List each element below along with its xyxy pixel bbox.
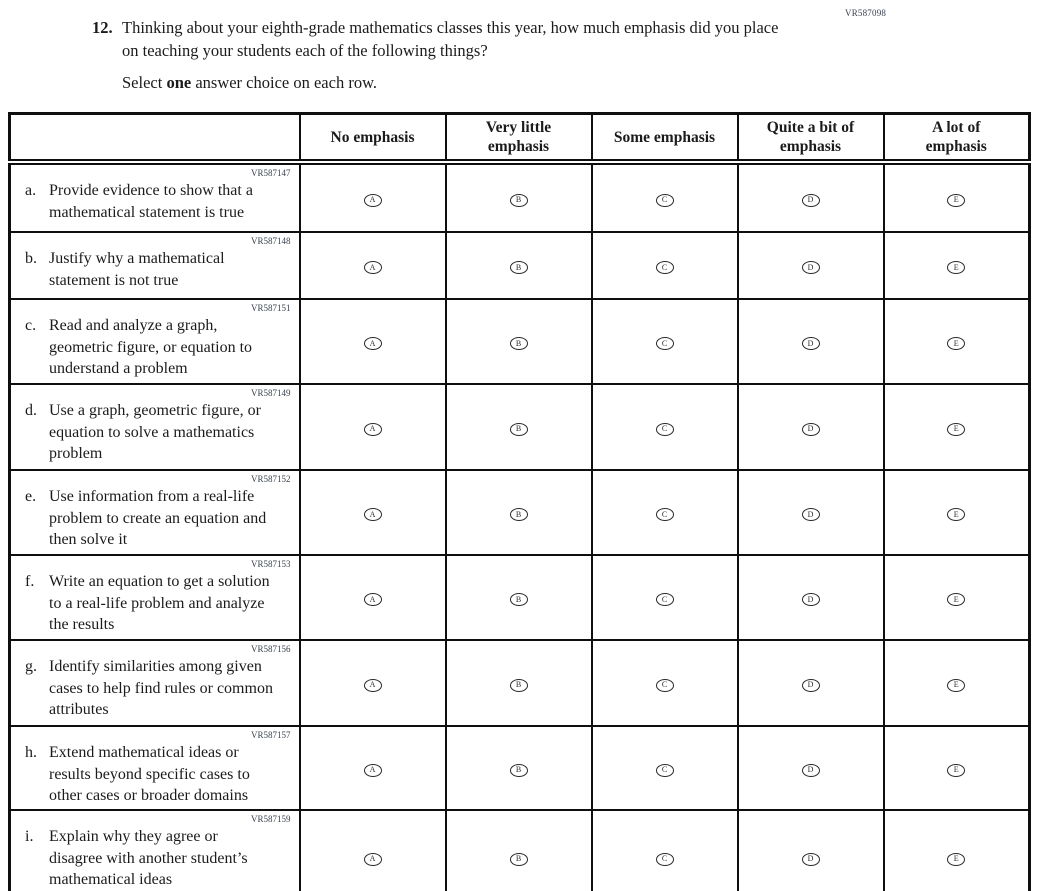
row-c-cell-quite-a-bit: [738, 299, 884, 384]
item-text: Provide evidence to show that a mathematical statement is true: [49, 182, 253, 221]
item-letter: c.: [25, 317, 37, 334]
vr-code: VR587152: [250, 474, 291, 484]
row-a-cell-quite-a-bit: [738, 162, 884, 232]
header-line: No emphasis: [330, 128, 415, 146]
row-b-item: [10, 232, 300, 299]
option-bubble-e[interactable]: E: [947, 679, 965, 692]
table-row-b: [10, 232, 1030, 299]
row-a-cell-no-emphasis: [300, 162, 446, 232]
vr-code: VR587149: [250, 388, 291, 398]
header-row: [10, 114, 1030, 163]
row-e-cell-very-little: [446, 470, 592, 555]
row-b-cell-quite-a-bit: [738, 232, 884, 299]
item-letter: a.: [25, 182, 37, 199]
column-header-no-emphasis: [300, 114, 446, 163]
row-f-cell-quite-a-bit: [738, 555, 884, 640]
column-header-quite-a-bit-of-emphasis: [738, 114, 884, 163]
instruction-bold: one: [166, 73, 192, 92]
table-row-e: [10, 470, 1030, 555]
option-bubble-a[interactable]: A: [364, 508, 382, 521]
option-bubble-a[interactable]: A: [364, 194, 382, 207]
item-letter: f.: [25, 573, 35, 590]
item-letter: d.: [25, 402, 37, 419]
option-bubble-d[interactable]: D: [802, 508, 820, 521]
option-bubble-b[interactable]: B: [510, 679, 528, 692]
option-bubble-c[interactable]: C: [656, 423, 674, 436]
header-line: emphasis: [779, 138, 842, 155]
row-e-cell-no-emphasis: [300, 470, 446, 555]
header-line: Quite a bit of: [766, 119, 855, 136]
row-c-cell-no-emphasis: [300, 299, 446, 384]
row-c-cell-some: [592, 299, 738, 384]
table-row-a: [10, 162, 1030, 232]
option-bubble-b[interactable]: B: [510, 194, 528, 207]
vr-code: VR587157: [250, 730, 291, 740]
vr-code: VR587159: [250, 814, 291, 824]
table-row-f: [10, 555, 1030, 640]
row-h-cell-a-lot: [884, 726, 1030, 810]
option-bubble-b[interactable]: B: [510, 508, 528, 521]
item-letter: e.: [25, 488, 37, 505]
row-h-item: [10, 726, 300, 810]
item-letter: g.: [25, 658, 37, 675]
option-bubble-a[interactable]: A: [364, 261, 382, 274]
option-bubble-d[interactable]: D: [802, 194, 820, 207]
row-f-cell-very-little: [446, 555, 592, 640]
item-text: Use a graph, geometric figure, or equation to solve a mathematics problem: [49, 402, 261, 462]
option-bubble-d[interactable]: D: [802, 423, 820, 436]
option-bubble-a[interactable]: A: [364, 853, 382, 866]
option-bubble-c[interactable]: C: [656, 764, 674, 777]
option-bubble-e[interactable]: E: [947, 423, 965, 436]
column-header-very-little-emphasis: [446, 114, 592, 163]
vr-code: VR587156: [250, 644, 291, 654]
column-header-a-lot-of-emphasis: [884, 114, 1030, 163]
table-row-c: [10, 299, 1030, 384]
option-bubble-a[interactable]: A: [364, 423, 382, 436]
row-i-item: [10, 810, 300, 891]
item-text: Identify similarities among given cases to help find rules or common attributes: [49, 658, 273, 718]
option-bubble-b[interactable]: B: [510, 337, 528, 350]
option-bubble-d[interactable]: D: [802, 679, 820, 692]
row-i-cell-some: [592, 810, 738, 891]
option-bubble-c[interactable]: C: [656, 853, 674, 866]
option-bubble-a[interactable]: A: [364, 593, 382, 606]
row-g-cell-quite-a-bit: [738, 640, 884, 726]
item-letter: i.: [25, 828, 34, 845]
header-line: Some emphasis: [613, 128, 716, 146]
item-text: Write an equation to get a solution to a real-life problem and analyze the results: [49, 573, 270, 633]
instruction-post: answer choice on each row.: [191, 73, 378, 92]
option-bubble-b[interactable]: B: [510, 261, 528, 274]
row-a-cell-some: [592, 162, 738, 232]
row-e-cell-quite-a-bit: [738, 470, 884, 555]
vr-code: VR587151: [250, 303, 291, 313]
row-a-cell-a-lot: [884, 162, 1030, 232]
column-header-some-emphasis: [592, 114, 738, 163]
option-bubble-c[interactable]: C: [656, 337, 674, 350]
option-bubble-e[interactable]: E: [947, 261, 965, 274]
option-bubble-d[interactable]: D: [802, 764, 820, 777]
row-d-item: [10, 384, 300, 470]
row-f-cell-no-emphasis: [300, 555, 446, 640]
row-a-item: [10, 162, 300, 232]
table-row-g: [10, 640, 1030, 726]
row-a-cell-very-little: [446, 162, 592, 232]
row-i-cell-no-emphasis: [300, 810, 446, 891]
row-g-cell-very-little: [446, 640, 592, 726]
option-bubble-b[interactable]: B: [510, 593, 528, 606]
row-b-cell-no-emphasis: [300, 232, 446, 299]
option-bubble-d[interactable]: D: [802, 853, 820, 866]
row-d-cell-a-lot: [884, 384, 1030, 470]
row-g-cell-a-lot: [884, 640, 1030, 726]
row-d-cell-quite-a-bit: [738, 384, 884, 470]
header-line: A lot of: [932, 119, 981, 136]
row-c-item: [10, 299, 300, 384]
option-bubble-c[interactable]: C: [656, 261, 674, 274]
vr-code: VR587148: [250, 236, 291, 246]
row-d-cell-some: [592, 384, 738, 470]
row-h-cell-quite-a-bit: [738, 726, 884, 810]
item-text: Justify why a mathematical statement is not true: [49, 250, 225, 289]
row-g-cell-no-emphasis: [300, 640, 446, 726]
option-bubble-e[interactable]: E: [947, 853, 965, 866]
row-i-cell-very-little: [446, 810, 592, 891]
vr-code: VR587147: [250, 168, 291, 178]
answer-table: [8, 112, 1031, 891]
item-text: Read and analyze a graph, geometric figure, or equation to understand a problem: [49, 317, 253, 377]
page-accession-code: VR587098: [845, 8, 887, 18]
item-text: Use information from a real-life problem to create an equation and then solve it: [49, 488, 267, 548]
row-d-cell-very-little: [446, 384, 592, 470]
option-bubble-a[interactable]: A: [364, 764, 382, 777]
answer-grid-wrapper: [8, 112, 1031, 891]
item-letter: b.: [25, 250, 37, 267]
option-bubble-c[interactable]: C: [656, 194, 674, 207]
option-bubble-b[interactable]: B: [510, 764, 528, 777]
instruction-pre: Select: [122, 73, 167, 92]
row-e-item: [10, 470, 300, 555]
instruction-text: [122, 72, 812, 94]
option-bubble-e[interactable]: E: [947, 194, 965, 207]
row-i-cell-a-lot: [884, 810, 1030, 891]
option-bubble-d[interactable]: D: [802, 337, 820, 350]
question-text: Thinking about your eighth-grade mathematics classes this year, how much emphasis did you place on teaching your students each of the following things?: [122, 18, 779, 60]
table-row-h: [10, 726, 1030, 810]
header-line: Very little: [485, 119, 552, 136]
row-e-cell-some: [592, 470, 738, 555]
option-bubble-d[interactable]: D: [802, 261, 820, 274]
row-e-cell-a-lot: [884, 470, 1030, 555]
item-text: Explain why they agree or disagree with another student’s mathematical ideas: [49, 828, 248, 888]
row-b-cell-some: [592, 232, 738, 299]
row-h-cell-some: [592, 726, 738, 810]
item-letter: h.: [25, 744, 37, 761]
row-g-cell-some: [592, 640, 738, 726]
option-bubble-e[interactable]: E: [947, 508, 965, 521]
question-block: [92, 16, 812, 94]
table-row-i: [10, 810, 1030, 891]
row-c-cell-very-little: [446, 299, 592, 384]
row-f-item: [10, 555, 300, 640]
header-line: emphasis: [487, 138, 550, 155]
option-bubble-c[interactable]: C: [656, 593, 674, 606]
row-g-item: [10, 640, 300, 726]
row-h-cell-no-emphasis: [300, 726, 446, 810]
row-f-cell-a-lot: [884, 555, 1030, 640]
row-f-cell-some: [592, 555, 738, 640]
row-c-cell-a-lot: [884, 299, 1030, 384]
vr-code: VR587153: [250, 559, 291, 569]
option-bubble-e[interactable]: E: [947, 337, 965, 350]
option-bubble-e[interactable]: E: [947, 764, 965, 777]
item-text: Extend mathematical ideas or results beyond specific cases to other cases or broader domains: [49, 744, 250, 804]
option-bubble-b[interactable]: B: [510, 423, 528, 436]
option-bubble-c[interactable]: C: [656, 679, 674, 692]
row-i-cell-quite-a-bit: [738, 810, 884, 891]
column-header-blank: [10, 114, 300, 163]
header-line: emphasis: [925, 138, 987, 155]
option-bubble-d[interactable]: D: [802, 593, 820, 606]
option-bubble-a[interactable]: A: [364, 337, 382, 350]
question-number: 12.: [92, 18, 113, 37]
option-bubble-b[interactable]: B: [510, 853, 528, 866]
option-bubble-e[interactable]: E: [947, 593, 965, 606]
table-row-d: [10, 384, 1030, 470]
row-h-cell-very-little: [446, 726, 592, 810]
option-bubble-a[interactable]: A: [364, 679, 382, 692]
row-b-cell-a-lot: [884, 232, 1030, 299]
row-b-cell-very-little: [446, 232, 592, 299]
row-d-cell-no-emphasis: [300, 384, 446, 470]
option-bubble-c[interactable]: C: [656, 508, 674, 521]
